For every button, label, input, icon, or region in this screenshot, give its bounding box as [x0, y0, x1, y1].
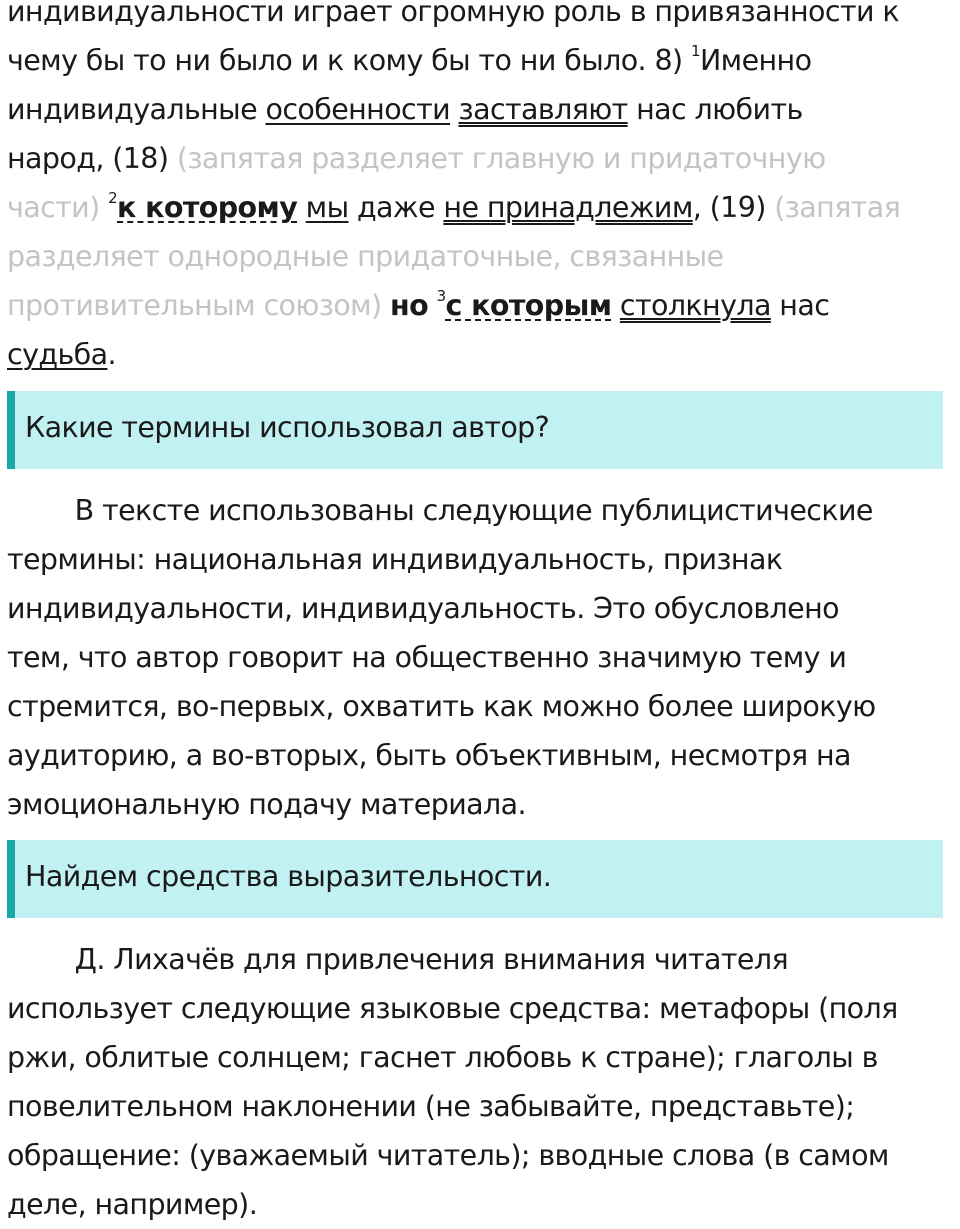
text-line: обращение: (уважаемый читатель); вводные слова (в самом: [7, 1139, 889, 1172]
analysis-paragraph: [7, 0, 957, 379]
comment-hint: (запятая: [774, 191, 901, 224]
text-line: стремится, во-первых, охватить как можно более широкую: [7, 690, 876, 723]
question-callout: [7, 840, 943, 918]
text-line: индивидуальности играет огромную роль в привязанности к: [7, 0, 899, 28]
text-line: чему бы то ни было и к кому бы то ни было. 8) $^1$Именно: [7, 42, 812, 77]
text-line: индивидуальные особенности заставляют нас любить: [7, 93, 803, 126]
text-line: аудиторию, а во-вторых, быть объективным, несмотря на: [7, 739, 851, 772]
clause-number: 3: [436, 287, 446, 305]
comment-hint: части): [7, 191, 100, 224]
predicate-underline: не принадлежим: [443, 191, 693, 224]
text-line: эмоциональную подачу материала.: [7, 788, 526, 821]
text-line: ржи, облитые солнцем; гаснет любовь к стране); глаголы в: [7, 1041, 878, 1074]
callout-text: Найдем средства выразительности.: [25, 860, 552, 893]
callout-text: Какие термины использовал автор?: [25, 411, 550, 444]
answer-paragraph: [7, 935, 957, 1229]
text-line: Д. Лихачёв для привлечения внимания читателя: [7, 943, 789, 976]
predicate-underline: заставляют: [458, 93, 628, 126]
comment-hint: разделяет однородные придаточные, связанные: [7, 240, 724, 273]
text-line: использует следующие языковые средства: метафоры (поля: [7, 992, 898, 1025]
conjunction: но: [390, 289, 429, 322]
comment-hint: (запятая разделяет главную и придаточную: [176, 142, 826, 175]
text-line: повелительном наклонении (не забывайте, представьте);: [7, 1090, 855, 1123]
subject-underline: мы: [305, 191, 349, 224]
clause-number: 1: [691, 42, 700, 60]
question-callout: [7, 391, 943, 469]
subject-underline: особенности: [265, 93, 451, 126]
text-line: деле, например).: [7, 1188, 258, 1221]
text-line: В тексте использованы следующие публицистические: [7, 494, 873, 527]
text-line: тем, что автор говорит на общественно значимую тему и: [7, 641, 847, 674]
text-line: термины: национальная индивидуальность, признак: [7, 543, 783, 576]
conjunctive-word: с которым: [445, 289, 612, 322]
text-line: индивидуальности, индивидуальность. Это обусловлено: [7, 592, 839, 625]
predicate-underline: столкнула: [619, 289, 771, 322]
text-line: судьба.: [7, 338, 116, 371]
conjunctive-word: к которому: [117, 191, 298, 224]
text-line: части) $^2$к которому мы даже не принадлежим, (19) (запятая: [7, 189, 901, 224]
comment-hint: противительным союзом): [7, 289, 382, 322]
answer-paragraph: [7, 486, 957, 829]
text-line: противительным союзом) но $^3$с которым столкнула нас: [7, 287, 830, 322]
subject-underline: судьба: [7, 338, 108, 371]
clause-number: 2: [108, 189, 118, 207]
text-line: народ, (18) (запятая разделяет главную и придаточную: [7, 142, 826, 175]
